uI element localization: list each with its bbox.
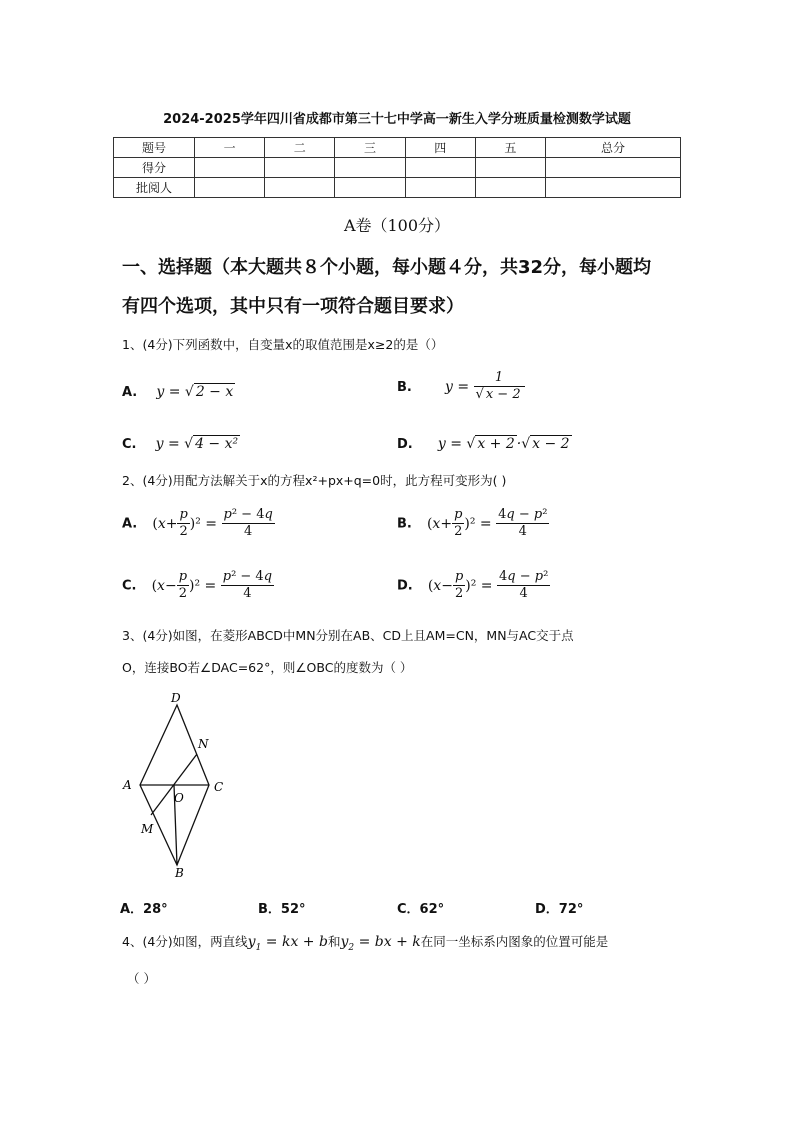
score-cell[interactable] <box>546 158 681 178</box>
section-a-heading: A卷（100分） <box>343 216 451 235</box>
q4-stem <box>122 932 702 953</box>
q2-stem: 2、(4分)用配方法解关于x的方程x²+px+q=0时，此方程可变形为( ) <box>122 473 507 488</box>
q2-option-b-label: B. <box>397 516 412 532</box>
q4-stem-mid: 和 <box>327 934 341 949</box>
q1-option-c[interactable] <box>122 433 240 452</box>
q1-option-b-formula: y = $\frac{1}{√ x - 2}$ <box>445 379 525 395</box>
q2-option-a-label: A. <box>122 516 138 532</box>
q1-option-d-formula: y = √ x + 2 ·√ x − 2 <box>437 436 570 452</box>
score-table-header-cell: 四 <box>405 138 475 158</box>
label-o: O <box>174 791 184 805</box>
rhombus-figure <box>110 685 240 885</box>
score-table-header-row <box>114 138 681 158</box>
score-cell[interactable] <box>546 178 681 198</box>
score-table-row <box>114 158 681 178</box>
q1-option-a-formula: y = √ 2 − x <box>156 384 234 400</box>
q2-option-a[interactable] <box>122 507 275 540</box>
score-cell[interactable] <box>335 178 405 198</box>
score-table-header-cell: 三 <box>335 138 405 158</box>
q3-option-d[interactable]: D．72° <box>535 902 584 917</box>
label-b: B <box>175 866 184 880</box>
q1-option-c-label: C. <box>122 437 137 452</box>
q1-option-b-label: B. <box>397 379 412 395</box>
q1-option-b[interactable] <box>397 370 525 403</box>
label-n: N <box>198 737 209 751</box>
score-cell[interactable] <box>475 158 545 178</box>
q2-option-d-formula: (x− $\frac{p}{2}$ )² = $\frac{\text{4q − p²}}{4}$ <box>427 569 549 601</box>
q1-stem: 1、(4分)下列函数中，自变量x的取值范围是x≥2的是（） <box>122 337 444 352</box>
score-cell[interactable] <box>195 178 265 198</box>
score-table-row <box>114 178 681 198</box>
q3-stem-line2: O，连接BO若∠DAC=62°，则∠OBC的度数为（ ） <box>122 660 413 675</box>
q2-option-b[interactable] <box>397 507 549 540</box>
q2-option-c[interactable] <box>122 569 274 602</box>
score-cell[interactable] <box>195 158 265 178</box>
q4-answer-paren: （ ） <box>127 971 156 986</box>
score-cell[interactable] <box>335 158 405 178</box>
score-cell[interactable] <box>265 178 335 198</box>
score-cell[interactable] <box>405 178 475 198</box>
score-table-header-cell: 五 <box>475 138 545 158</box>
score-table-header-cell: 一 <box>195 138 265 158</box>
section1-heading-line1: 一、选择题（本大题共８个小题，每小题４分，共32分，每小题均 <box>122 257 652 278</box>
q3-option-b[interactable]: B．52° <box>258 902 306 917</box>
q3-option-c[interactable]: C．62° <box>397 902 445 917</box>
q1-option-a[interactable] <box>122 381 235 400</box>
page-title: 2024-2025学年四川省成都市第三十七中学高一新生入学分班质量检测数学试题 <box>163 112 631 127</box>
q1-option-d-label: D. <box>397 437 413 452</box>
q2-option-a-formula: (x+ $\frac{p}{2}$ )² = $\frac{\text{p² − 4q}}{4}$ <box>152 507 273 539</box>
q1-option-d[interactable] <box>397 433 572 452</box>
score-cell[interactable] <box>405 158 475 178</box>
label-d: D <box>171 691 181 705</box>
q2-option-c-label: C. <box>122 578 137 594</box>
section1-heading-line2: 有四个选项，其中只有一项符合题目要求） <box>122 296 464 317</box>
score-row-label: 批阅人 <box>114 178 195 198</box>
score-table-header-cell: 二 <box>265 138 335 158</box>
q1-option-a-label: A. <box>122 385 138 400</box>
q2-option-d-label: D. <box>397 578 413 594</box>
q2-option-c-formula: (x− $\frac{p}{2}$ )² = $\frac{\text{p² − 4q}}{4}$ <box>151 569 273 601</box>
score-row-label: 得分 <box>114 158 195 178</box>
q3-option-a[interactable]: A．28° <box>120 902 168 917</box>
score-table <box>113 137 681 198</box>
label-m: M <box>141 822 154 836</box>
q4-stem-post: 在同一坐标系内图象的位置可能是 <box>420 934 609 949</box>
q4-stem-pre: 4、(4分)如图，两直线 <box>122 934 248 949</box>
label-c: C <box>214 780 224 794</box>
q2-option-b-formula: (x+ $\frac{p}{2}$ )² = $\frac{\text{4q − p²}}{4}$ <box>426 507 548 539</box>
score-table-header-cell: 题号 <box>114 138 195 158</box>
score-cell[interactable] <box>475 178 545 198</box>
score-table-header-cell: 总分 <box>546 138 681 158</box>
q3-stem-line1: 3、(4分)如图，在菱形ABCD中MN分别在AB、CD上且AM=CN，MN与AC交于点 <box>122 628 574 643</box>
q4-formula-y2: $y_2$ = bx + k <box>340 934 421 953</box>
q2-option-d[interactable] <box>397 569 550 602</box>
q1-option-c-formula: y = √ 4 − x² <box>155 436 239 452</box>
score-cell[interactable] <box>265 158 335 178</box>
q4-formula-y1: $y_1$ = kx + b <box>247 934 328 953</box>
label-a: A <box>123 778 132 792</box>
